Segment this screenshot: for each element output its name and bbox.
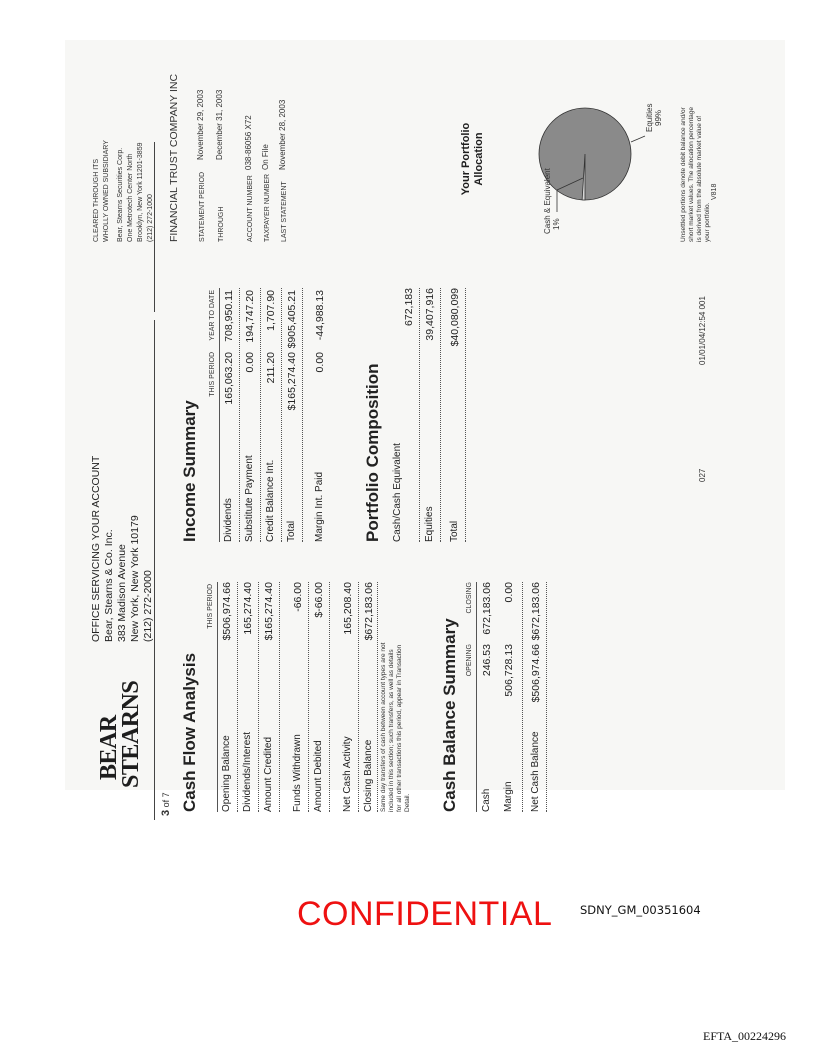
income-header-rule (219, 288, 220, 542)
statement-period-value: November 29, 2003 (196, 89, 205, 160)
office-line: OFFICE SERVICING YOUR ACCOUNT (90, 455, 102, 642)
confidential-stamp: CONFIDENTIAL (297, 895, 553, 933)
row-divider (308, 582, 309, 812)
income-ytd: 194,747.20 (244, 290, 256, 343)
allocation-code: V818 (711, 183, 718, 200)
logo-line-1: BEAR (96, 715, 122, 780)
row-divider (258, 582, 259, 812)
portfolio-title: Portfolio Composition (363, 363, 382, 542)
efta-number: EFTA_00224296 (703, 1029, 787, 1043)
cash-flow-header-rule (217, 582, 218, 812)
cash-flow-title: Cash Flow Analysis (180, 652, 199, 812)
cash-flow-value: $-66.00 (313, 582, 325, 618)
clearing-line: One Metrotech Center North (127, 153, 134, 242)
allocation-pie-chart (495, 100, 670, 234)
income-label: Dividends (223, 498, 234, 542)
income-label: Credit Balance Int. (265, 459, 276, 542)
income-ytd: -44,988.13 (314, 290, 326, 341)
row-divider (260, 288, 261, 542)
cash-flow-label: Funds Withdrawn (292, 734, 303, 812)
clearing-line: (212) 272-1000 (147, 194, 154, 242)
document-code: SDNY_GM_00351604 (580, 903, 701, 917)
page-number (160, 792, 172, 816)
clearing-line: Brooklyn, New York 11201-3859 (137, 142, 144, 242)
portfolio-label: Equities (424, 506, 435, 542)
cash-flow-label: Amount Debited (313, 740, 324, 812)
portfolio-label: Cash/Cash Equivalent (392, 443, 403, 542)
equities-name: Equities (645, 103, 654, 132)
cash-balance-title: Cash Balance Summary (440, 618, 459, 812)
income-period: 165,063.20 (223, 352, 235, 405)
header-rule (154, 320, 155, 820)
cash-flow-label: Net Cash Activity (342, 736, 353, 812)
cash-flow-label: Dividends/Interest (242, 731, 253, 812)
income-col-period: THIS PERIOD (209, 352, 216, 397)
cash-equivalent-label (543, 168, 561, 234)
allocation-footnote: Unsettled portions denote debit balance and/or short market values. The allocation percentage is derived from the absolute market value of your portfolio. (680, 106, 711, 242)
cash-balance-opening: 246.53 (481, 644, 493, 677)
cash-flow-label: Amount Credited (263, 736, 274, 812)
row-divider (279, 582, 280, 812)
portfolio-value: 39,407,916 (424, 288, 436, 341)
through-label: THROUGH (218, 206, 225, 242)
cash-balance-header-rule (476, 582, 477, 812)
clearing-block (92, 140, 156, 242)
cash-balance-label: Margin (503, 781, 514, 812)
allocation-title-line-2: Allocation (473, 132, 485, 186)
income-ytd: 1,707.90 (265, 290, 277, 331)
clearing-line: WHOLLY OWNED SUBSIDIARY (103, 140, 110, 242)
footer-timestamp: 01/01/04/12:54 001 (698, 296, 707, 365)
office-line: (212) 272-2000 (142, 570, 154, 642)
cash-flow-value: -66.00 (292, 582, 304, 612)
cash-flow-note: Same day transfers of cash between account types are not included in this section; such transfers, as well as details for all other transactions this period, appear in Transaction Detail. (380, 642, 411, 812)
clearing-line: CLEARED THROUGH ITS (93, 158, 100, 242)
income-period: 0.00 (314, 352, 326, 373)
through-value: December 31, 2003 (215, 89, 224, 160)
office-line: 383 Madison Avenue (116, 544, 128, 642)
bear-stearns-logo (98, 681, 142, 788)
row-divider (237, 582, 238, 812)
portfolio-label: Total (449, 520, 460, 542)
row-divider (522, 582, 523, 812)
cash-balance-closing: 0.00 (503, 582, 515, 603)
income-label: Margin Int. Paid (314, 471, 325, 542)
account-number-value: 038-86056 X72 (244, 115, 253, 170)
account-number-label: ACCOUNT NUMBER (247, 175, 254, 242)
last-statement-value: November 28, 2003 (278, 99, 287, 170)
income-period: 0.00 (244, 352, 256, 373)
cash-flow-value: $506,974.66 (221, 582, 233, 641)
portfolio-value: $40,080,099 (449, 288, 461, 347)
page-number-value: 3 (160, 809, 172, 816)
row-divider (239, 288, 240, 542)
cash-balance-closing: $672,183.06 (530, 582, 542, 641)
cash-balance-closing-header: CLOSING (466, 582, 473, 614)
cash-balance-opening: 506,728.13 (503, 644, 515, 697)
taxpayer-number-value: On File (261, 144, 270, 170)
office-servicing-block (90, 456, 155, 642)
equities-pct: 99% (654, 109, 663, 126)
cash-flow-label: Opening Balance (221, 735, 232, 812)
footer-middle-code: 027 (698, 468, 707, 482)
cash-flow-value: $672,183.06 (363, 582, 375, 641)
taxpayer-number-label: TAXPAYER NUMBER (264, 173, 271, 242)
row-divider (302, 288, 303, 542)
row-divider (358, 582, 359, 812)
income-period: $165,274.40 (286, 352, 298, 411)
cash-equivalent-name: Cash & Equivalent (543, 168, 552, 234)
cash-balance-opening: $506,974.66 (530, 644, 542, 703)
income-ytd: $905,405.21 (286, 290, 298, 349)
income-title: Income Summary (180, 400, 199, 542)
cash-flow-value: $165,274.40 (263, 582, 275, 641)
cash-balance-opening-header: OPENING (466, 644, 473, 677)
portfolio-value: 672,183 (403, 288, 415, 326)
cash-balance-label: Cash (481, 788, 492, 812)
equities-leader-line (631, 136, 645, 142)
cash-flow-col-header: THIS PERIOD (207, 584, 214, 629)
last-statement-label: LAST STATEMENT (281, 181, 288, 242)
income-period: 211.20 (265, 352, 277, 384)
row-divider (440, 288, 441, 542)
cash-flow-value: 165,208.40 (342, 582, 354, 635)
office-line: Bear, Stearns & Co. Inc. (103, 529, 115, 642)
statement-period-label: STATEMENT PERIOD (199, 171, 206, 242)
row-divider (329, 582, 330, 812)
allocation-title (460, 114, 486, 204)
equities-label (645, 104, 663, 132)
logo-line-2: STEARNS (118, 680, 144, 788)
cash-balance-closing: 672,183.06 (481, 582, 493, 635)
row-divider (377, 582, 378, 812)
cash-balance-label: Net Cash Balance (530, 731, 541, 812)
statement-page (80, 73, 770, 820)
row-divider (281, 288, 282, 542)
allocation-title-line-1: Your Portfolio (460, 122, 472, 196)
client-name: FINANCIAL TRUST COMPANY INC (168, 73, 180, 242)
cash-equivalent-pct: 1% (552, 218, 561, 230)
income-col-ytd: YEAR TO DATE (209, 290, 216, 341)
page-number-of: of 7 (161, 792, 171, 808)
income-label: Total (286, 520, 297, 542)
office-line: New York, New York 10179 (129, 515, 141, 642)
cash-flow-value: 165,274.40 (242, 582, 254, 635)
cash-flow-label: Closing Balance (363, 739, 374, 812)
row-divider (419, 288, 420, 542)
row-divider (546, 582, 547, 812)
clearing-line: Bear, Stearns Securities Corp. (117, 147, 124, 242)
income-ytd: 708,950.11 (223, 290, 235, 342)
row-divider (465, 288, 466, 542)
income-label: Substitute Payment (244, 455, 255, 542)
